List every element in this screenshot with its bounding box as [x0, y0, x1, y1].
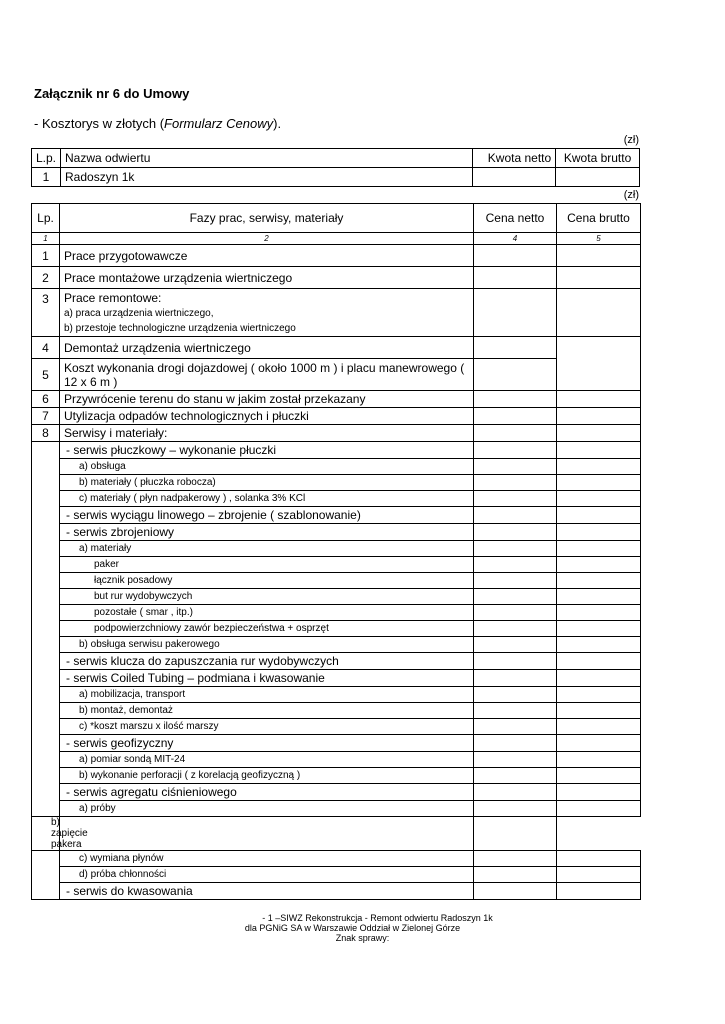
row-description: - serwis agregatu ciśnieniowego — [60, 784, 474, 801]
row-description: - serwis zbrojeniowy — [60, 524, 474, 541]
row-description: b) materiały ( płuczka robocza) — [60, 475, 474, 491]
table-row — [32, 670, 641, 687]
row-description: - serwis do kwasowania — [60, 883, 474, 900]
price-gross-cell[interactable] — [557, 337, 641, 391]
price-gross-cell[interactable] — [557, 687, 641, 703]
price-gross-cell[interactable] — [557, 425, 641, 442]
table1-cell-net[interactable] — [473, 168, 556, 187]
price-net-cell[interactable] — [474, 719, 557, 735]
price-net-cell[interactable] — [474, 475, 557, 491]
price-net-cell[interactable] — [474, 408, 557, 425]
price-gross-cell[interactable] — [557, 670, 641, 687]
table-row — [32, 391, 641, 408]
row-description: c) materiały ( płyn nadpakerowy ) , solanka 3% KCl — [60, 491, 474, 507]
price-net-cell[interactable] — [474, 605, 557, 621]
row-description: Prace przygotowawcze — [60, 245, 474, 267]
table-row — [32, 425, 641, 442]
price-net-cell[interactable] — [474, 573, 557, 589]
document-subtitle — [34, 116, 281, 131]
price-gross-cell[interactable] — [557, 459, 641, 475]
table-row — [32, 491, 641, 507]
table-row — [32, 605, 641, 621]
price-net-cell[interactable] — [474, 267, 557, 289]
price-net-cell[interactable] — [474, 637, 557, 653]
row-lp: 2 — [32, 267, 60, 289]
table-row — [32, 883, 641, 900]
price-net-cell[interactable] — [474, 621, 557, 637]
price-net-cell[interactable] — [474, 391, 557, 408]
document-title: Załącznik nr 6 do Umowy — [34, 86, 190, 101]
price-gross-cell[interactable] — [557, 752, 641, 768]
index-cell: 1 — [32, 233, 60, 245]
price-gross-cell[interactable] — [557, 703, 641, 719]
price-gross-cell[interactable] — [557, 267, 641, 289]
price-gross-cell[interactable] — [557, 621, 641, 637]
table1-header-gross: Kwota brutto — [556, 149, 640, 168]
price-gross-cell[interactable] — [557, 867, 641, 883]
subtitle-italic: Formularz Cenowy — [164, 116, 274, 131]
price-gross-cell[interactable] — [557, 851, 641, 867]
price-net-cell[interactable] — [474, 359, 557, 391]
cost-header-description: Fazy prac, serwisy, materiały — [60, 204, 474, 233]
currency-note-2: (zł) — [623, 189, 639, 201]
price-gross-cell[interactable] — [557, 541, 641, 557]
row-description: a) obsługa — [60, 459, 474, 475]
table-row — [32, 459, 641, 475]
index-cell: 5 — [557, 233, 641, 245]
cost-table — [31, 203, 641, 900]
row-lp — [32, 851, 60, 900]
price-net-cell[interactable] — [474, 289, 557, 337]
row-description: - serwis geofizyczny — [60, 735, 474, 752]
price-gross-cell[interactable] — [557, 557, 641, 573]
table1-cell-lp: 1 — [32, 168, 61, 187]
table-row — [32, 867, 641, 883]
price-net-cell[interactable] — [474, 784, 557, 801]
price-gross-cell[interactable] — [557, 801, 641, 817]
row-lp: 8 — [32, 425, 60, 442]
price-gross-cell[interactable] — [557, 637, 641, 653]
table-row — [32, 289, 641, 307]
row-description: a) materiały — [60, 541, 474, 557]
row-lp: 5 — [32, 359, 60, 391]
table-row — [32, 408, 641, 425]
table-row — [32, 653, 641, 670]
row-description: podpowierzchniowy zawór bezpieczeństwa + osprzęt — [60, 621, 474, 637]
price-gross-cell[interactable] — [557, 719, 641, 735]
price-net-cell[interactable] — [474, 337, 557, 359]
currency-note-1: (zł) — [623, 134, 639, 146]
price-gross-cell[interactable] — [557, 605, 641, 621]
footer-line-3: Znak sprawy: — [335, 933, 390, 943]
row-description: - serwis wyciągu linowego – zbrojenie ( szablonowanie) — [60, 507, 474, 524]
row-description: a) próby — [60, 801, 474, 817]
row-description: a) pomiar sondą MIT-24 — [60, 752, 474, 768]
price-gross-cell[interactable] — [557, 573, 641, 589]
row-description: - serwis klucza do zapuszczania rur wydobywczych — [60, 653, 474, 670]
price-gross-cell[interactable] — [557, 653, 641, 670]
price-net-cell[interactable] — [474, 557, 557, 573]
price-gross-cell[interactable] — [557, 524, 641, 541]
price-net-cell[interactable] — [474, 524, 557, 541]
well-summary-table — [31, 148, 640, 187]
table-row — [32, 621, 641, 637]
index-cell: 4 — [474, 233, 557, 245]
price-net-cell[interactable] — [474, 735, 557, 752]
row-description: Demontaż urządzenia wiertniczego — [60, 337, 474, 359]
price-gross-cell[interactable] — [557, 735, 641, 752]
row-description: b) przestoje technologiczne urządzenia wiertniczego — [60, 321, 474, 337]
price-net-cell[interactable] — [474, 768, 557, 784]
price-gross-cell[interactable] — [474, 817, 557, 851]
table-row — [32, 507, 641, 524]
table1-cell-gross[interactable] — [556, 168, 640, 187]
table-row — [32, 784, 641, 801]
row-description: - serwis Coiled Tubing – podmiana i kwasowanie — [60, 670, 474, 687]
price-gross-cell[interactable] — [557, 245, 641, 267]
cost-index-row — [32, 233, 641, 245]
price-net-cell[interactable] — [474, 851, 557, 867]
table-row — [32, 475, 641, 491]
price-net-cell[interactable] — [474, 752, 557, 768]
price-gross-cell[interactable] — [557, 408, 641, 425]
table-row — [32, 442, 641, 459]
table1-row — [32, 168, 640, 187]
cost-header-lp: Lp. — [32, 204, 60, 233]
table-row — [32, 851, 641, 867]
row-description: Przywrócenie terenu do stanu w jakim został przekazany — [60, 391, 474, 408]
page-footer — [0, 913, 725, 943]
table-row — [32, 703, 641, 719]
index-cell: 2 — [60, 233, 474, 245]
table-row — [32, 557, 641, 573]
row-description: - serwis płuczkowy – wykonanie płuczki — [60, 442, 474, 459]
row-description: but rur wydobywczych — [60, 589, 474, 605]
table-row — [32, 719, 641, 735]
row-description: Koszt wykonania drogi dojazdowej ( około 1000 m ) i placu manewrowego ( 12 x 6 m ) — [60, 359, 474, 391]
cost-header-net: Cena netto — [474, 204, 557, 233]
row-description: a) praca urządzenia wiertniczego, — [60, 306, 474, 321]
table1-cell-name: Radoszyn 1k — [61, 168, 473, 187]
row-lp: 7 — [32, 408, 60, 425]
price-net-cell[interactable] — [474, 541, 557, 557]
footer-line-1: - 1 –SIWZ Rekonstrukcja - Remont odwiertu Radoszyn 1k — [262, 913, 493, 923]
table-row — [32, 524, 641, 541]
table-row — [32, 768, 641, 784]
table-row — [32, 637, 641, 653]
price-gross-cell[interactable] — [557, 883, 641, 900]
row-description: łącznik posadowy — [60, 573, 474, 589]
price-gross-cell[interactable] — [557, 784, 641, 801]
table-row — [32, 735, 641, 752]
cost-header-row — [32, 204, 641, 233]
table-row — [32, 752, 641, 768]
row-description: b) montaż, demontaż — [60, 703, 474, 719]
row-description: paker — [60, 557, 474, 573]
row-description: c) wymiana płynów — [60, 851, 474, 867]
price-net-cell[interactable] — [474, 491, 557, 507]
table-row — [32, 541, 641, 557]
row-description: pozostałe ( smar , itp.) — [60, 605, 474, 621]
price-net-cell[interactable] — [474, 507, 557, 524]
row-description: a) mobilizacja, transport — [60, 687, 474, 703]
table1-header-lp: L.p. — [32, 149, 61, 168]
footer-line-2: dla PGNiG SA w Warszawie Oddział w Zielonej Górze — [244, 923, 461, 933]
table-row — [32, 359, 641, 391]
price-net-cell[interactable] — [474, 442, 557, 459]
table-row — [32, 801, 641, 817]
price-gross-cell[interactable] — [557, 589, 641, 605]
row-lp: 1 — [32, 245, 60, 267]
price-net-cell[interactable] — [474, 653, 557, 670]
price-gross-cell[interactable] — [557, 442, 641, 459]
table-row — [32, 337, 641, 359]
price-net-cell[interactable] — [474, 245, 557, 267]
price-net-cell[interactable] — [474, 459, 557, 475]
table-row — [32, 817, 641, 851]
cost-header-gross: Cena brutto — [557, 204, 641, 233]
row-description: Serwisy i materiały: — [60, 425, 474, 442]
price-gross-cell[interactable] — [557, 475, 641, 491]
table-row — [32, 573, 641, 589]
row-lp: 4 — [32, 337, 60, 359]
row-description: b) wykonanie perforacji ( z korelacją geofizyczną ) — [60, 768, 474, 784]
table1-header-net: Kwota netto — [473, 149, 556, 168]
table-row — [32, 245, 641, 267]
price-gross-cell[interactable] — [557, 391, 641, 408]
price-net-cell[interactable] — [474, 670, 557, 687]
table1-header-row — [32, 149, 640, 168]
row-description: b) obsługa serwisu pakerowego — [60, 637, 474, 653]
row-description: d) próba chłonności — [60, 867, 474, 883]
price-net-cell[interactable] — [474, 425, 557, 442]
price-gross-cell[interactable] — [557, 289, 641, 337]
price-gross-cell[interactable] — [557, 491, 641, 507]
row-description: Prace remontowe: — [60, 289, 474, 307]
price-net-cell[interactable] — [474, 867, 557, 883]
price-net-cell[interactable] — [474, 801, 557, 817]
price-net-cell[interactable] — [60, 817, 474, 851]
row-lp — [32, 442, 60, 817]
row-description: c) *koszt marszu x ilość marszy — [60, 719, 474, 735]
row-description: Prace montażowe urządzenia wiertniczego — [60, 267, 474, 289]
price-net-cell[interactable] — [474, 687, 557, 703]
table-row — [32, 589, 641, 605]
table1-header-name: Nazwa odwiertu — [61, 149, 473, 168]
price-net-cell[interactable] — [474, 883, 557, 900]
price-gross-cell[interactable] — [557, 507, 641, 524]
row-lp: 6 — [32, 391, 60, 408]
subtitle-suffix: ). — [273, 116, 282, 131]
price-net-cell[interactable] — [474, 589, 557, 605]
table-row — [32, 267, 641, 289]
subtitle-prefix: - Kosztorys w złotych ( — [34, 116, 165, 131]
price-net-cell[interactable] — [474, 703, 557, 719]
table-row — [32, 687, 641, 703]
price-gross-cell[interactable] — [557, 768, 641, 784]
row-description: b) zapięcie pakera — [32, 817, 60, 851]
row-description: Utylizacja odpadów technologicznych i płuczki — [60, 408, 474, 425]
row-lp: 3 — [32, 289, 60, 337]
